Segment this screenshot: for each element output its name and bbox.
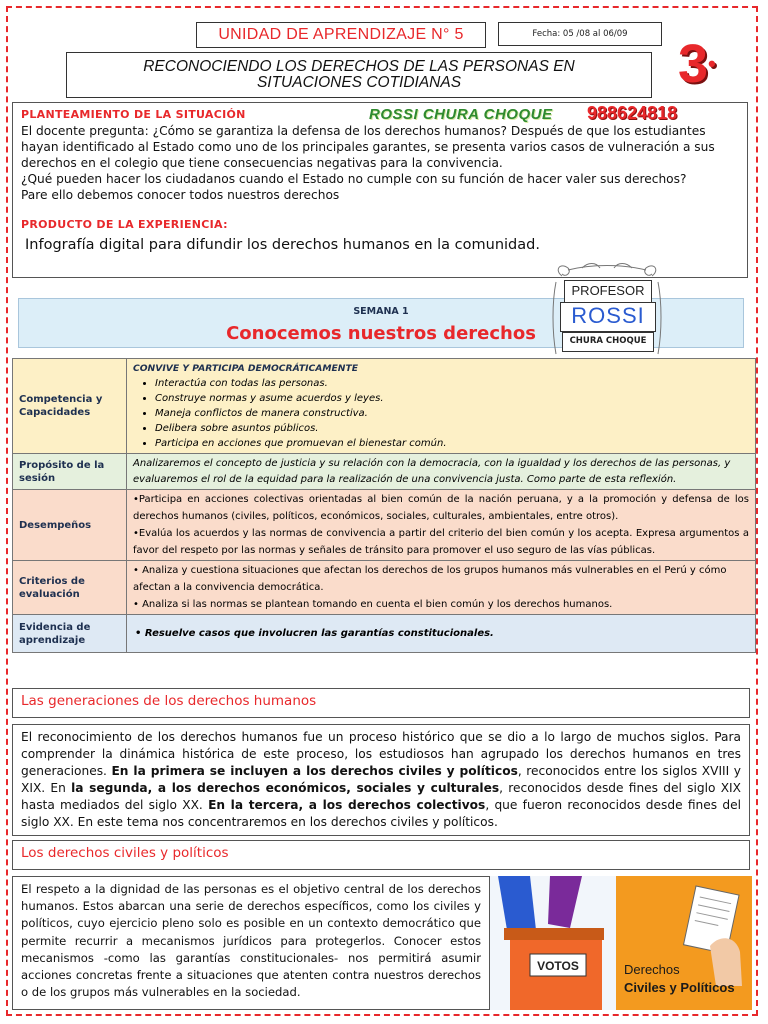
criteria-text-2: Analiza si las normas se plantean tomando en cuenta el bien común y los derechos humanos. [142, 599, 613, 610]
situation-paragraph-3: Pare ello debemos conocer todos nuestros derechos [21, 188, 340, 202]
week-title: Conocemos nuestros derechos [226, 323, 536, 344]
stamp-line-2: ROSSI [560, 302, 656, 332]
competency-label: Competencia y Capacidades [13, 359, 127, 454]
list-item: • Maneja conflictos de manera constructiva. [155, 406, 749, 421]
competency-title: CONVIVE Y PARTICIPA DEMOCRÁTICAMENTE [133, 363, 359, 374]
competency-cell [127, 359, 756, 454]
stamp-line-3: CHURA CHOQUE [562, 332, 654, 352]
grade-digit: 3 [678, 34, 709, 94]
competency-row [13, 359, 756, 454]
author-name: ROSSI CHURA CHOQUE [369, 106, 553, 123]
list-item: •Participa en acciones colectivas orientadas al bien común de la nación peruana, y a la promoción y defensa de los derechos humanos (civiles, políticos, económicos, sociales, culturales, ambientales, entre otros). [133, 494, 749, 522]
civil-rights-heading-box [12, 840, 750, 870]
evidence-label: Evidencia de aprendizaje [13, 615, 127, 653]
purpose-label: Propósito de la sesión [13, 454, 127, 490]
purpose-text: Analizaremos el concepto de justicia y su relación con la democracia, con la igualdad y los derechos de las personas, y evaluaremos el rol de la equidad para la realización de una convivencia justa. Como parte de esta reflexión. [127, 454, 756, 490]
civil-rights-heading: Los derechos civiles y políticos [21, 845, 229, 861]
generations-text-f: En la tercera, a los derechos colectivos [208, 798, 486, 812]
criteria-row [13, 561, 756, 615]
performance-cell [127, 490, 756, 561]
evidence-text: Resuelve casos que involucren las garantías constitucionales. [144, 628, 494, 639]
generations-text-d: la segunda, a los derechos económicos, sociales y culturales [71, 781, 500, 795]
list-item: •Evalúa los acuerdos y las normas de convivencia a partir del criterio del bien común y los acepta. Expresa argumentos a favor del respeto por las normas y señales de tránsito para promover el uso seguro de las vías públicas. [133, 528, 749, 556]
product-heading: PRODUCTO DE LA EXPERIENCIA: [21, 218, 228, 231]
generations-paragraph [12, 724, 750, 836]
list-item: • Participa en acciones que promuevan el bienestar común. [155, 436, 749, 451]
session-plan-table [12, 358, 756, 653]
date-box: Fecha: 05 /08 al 06/09 [498, 22, 662, 46]
list-item: • Analiza y cuestiona situaciones que afectan los derechos de los grupos humanos más vulnerables en el Perú y cómo afectan a la convivencia democrática. [133, 565, 727, 593]
list-item: • Analiza si las normas se plantean tomando en cuenta el bien común y los derechos humanos. [133, 599, 613, 610]
ballot-box-icon [490, 876, 752, 1010]
situation-paragraph-1: El docente pregunta: ¿Cómo se garantiza la defensa de los derechos humanos? Después de que los estudiantes hayan identificado al Estado como uno de los principales garantes, se presenta varios casos de vulneración a sus derechos en el colegio que tiene consecuencias negativas para la convivencia. [21, 124, 715, 170]
civil-rights-illustration [490, 876, 752, 1010]
stamp-line-1: PROFESOR [564, 280, 652, 304]
product-text: Infografía digital para difundir los derechos humanos en la comunidad. [25, 237, 540, 253]
generations-text-e: , reconocidos desde fines del siglo XIX hasta mediados del siglo XX. [21, 781, 741, 812]
purpose-row [13, 454, 756, 490]
week-label: SEMANA 1 [353, 306, 409, 317]
ballot-box-label: VOTOS [537, 959, 579, 973]
grade-number [678, 36, 738, 92]
list-item: • Interactúa con todas las personas. [155, 376, 749, 391]
generations-heading: Las generaciones de los derechos humanos [21, 693, 317, 709]
generations-heading-box [12, 688, 750, 718]
generations-text-a: El reconocimiento de los derechos humanos fue un proceso histórico que se dio a lo largo de muchos siglos. Para comprender la dinámica histórica de este proceso, los estudiosos han agrupado los derechos humanos en tres generaciones. [21, 730, 741, 778]
generations-text-c: , reconocidos entre los siglos XVIII y XIX. En [21, 764, 741, 795]
evidence-cell: • Resuelve casos que involucren las garantías constitucionales. [127, 615, 756, 653]
performance-text-1: Participa en acciones colectivas orientadas al bien común de la nación peruana, y a la promoción y defensa de los derechos humanos (civiles, políticos, económicos, sociales, culturales, ambientales, entre otros). [133, 494, 749, 522]
session-title [66, 52, 652, 98]
capacities-list [133, 376, 749, 451]
criteria-label: Criterios de evaluación [13, 561, 127, 615]
situation-heading: PLANTEAMIENTO DE LA SITUACIÓN [21, 108, 246, 121]
criteria-cell [127, 561, 756, 615]
performance-row [13, 490, 756, 561]
author-phone: 988624818 [587, 103, 678, 123]
situation-paragraph-2: ¿Qué pueden hacer los ciudadanos cuando el Estado no cumple con su función de hacer valer sus derechos? [21, 172, 687, 186]
criteria-list [133, 562, 749, 613]
list-item: • Delibera sobre asuntos públicos. [155, 421, 749, 436]
performance-text-2: Evalúa los acuerdos y las normas de convivencia a partir del criterio del bien común y los acepta. Expresa argumentos a favor del respeto por las normas y señales de tránsito para promover el uso seguro de las vías públicas. [133, 528, 749, 556]
illustration-title-2: Civiles y Políticos [624, 980, 735, 995]
generations-text-g: , que fueron reconocidos desde fines del siglo XX. En este tema nos concentraremos en los derechos civiles y políticos. [21, 798, 741, 829]
session-title-line2: SITUACIONES COTIDIANAS [256, 74, 462, 91]
civil-rights-paragraph: El respeto a la dignidad de las personas es el objetivo central de los derechos humanos. Estos abarcan una serie de derechos específicos, como los civiles y políticos, cuyo ejercicio pleno solo es posible en un contexto democrático que permite recurrir a mecanismos jurídicos para protegerlos. Conocer estos mecanismos -como las garantías constitucionales- nos permitirá asumir acciones concretas frente a situaciones que atenten contra nuestros derechos o de los grupos más vulnerables en la sociedad. [12, 876, 490, 1010]
criteria-text-1: Analiza y cuestiona situaciones que afectan los derechos de los grupos humanos más vulnerables en el Perú y cómo afectan a la convivencia democrática. [133, 565, 727, 593]
grade-mark: • [708, 51, 716, 76]
situation-section [12, 102, 748, 278]
evidence-row [13, 615, 756, 653]
unit-title: UNIDAD DE APRENDIZAJE N° 5 [196, 22, 486, 48]
list-item: • Construye normas y asume acuerdos y leyes. [155, 391, 749, 406]
session-title-line1: RECONOCIENDO LOS DERECHOS DE LAS PERSONAS EN [143, 58, 575, 75]
performance-list [133, 491, 749, 559]
generations-text-b: En la primera se incluyen a los derechos civiles y políticos [111, 764, 518, 778]
illustration-title-1: Derechos [624, 962, 680, 977]
performance-label: Desempeños [13, 490, 127, 561]
